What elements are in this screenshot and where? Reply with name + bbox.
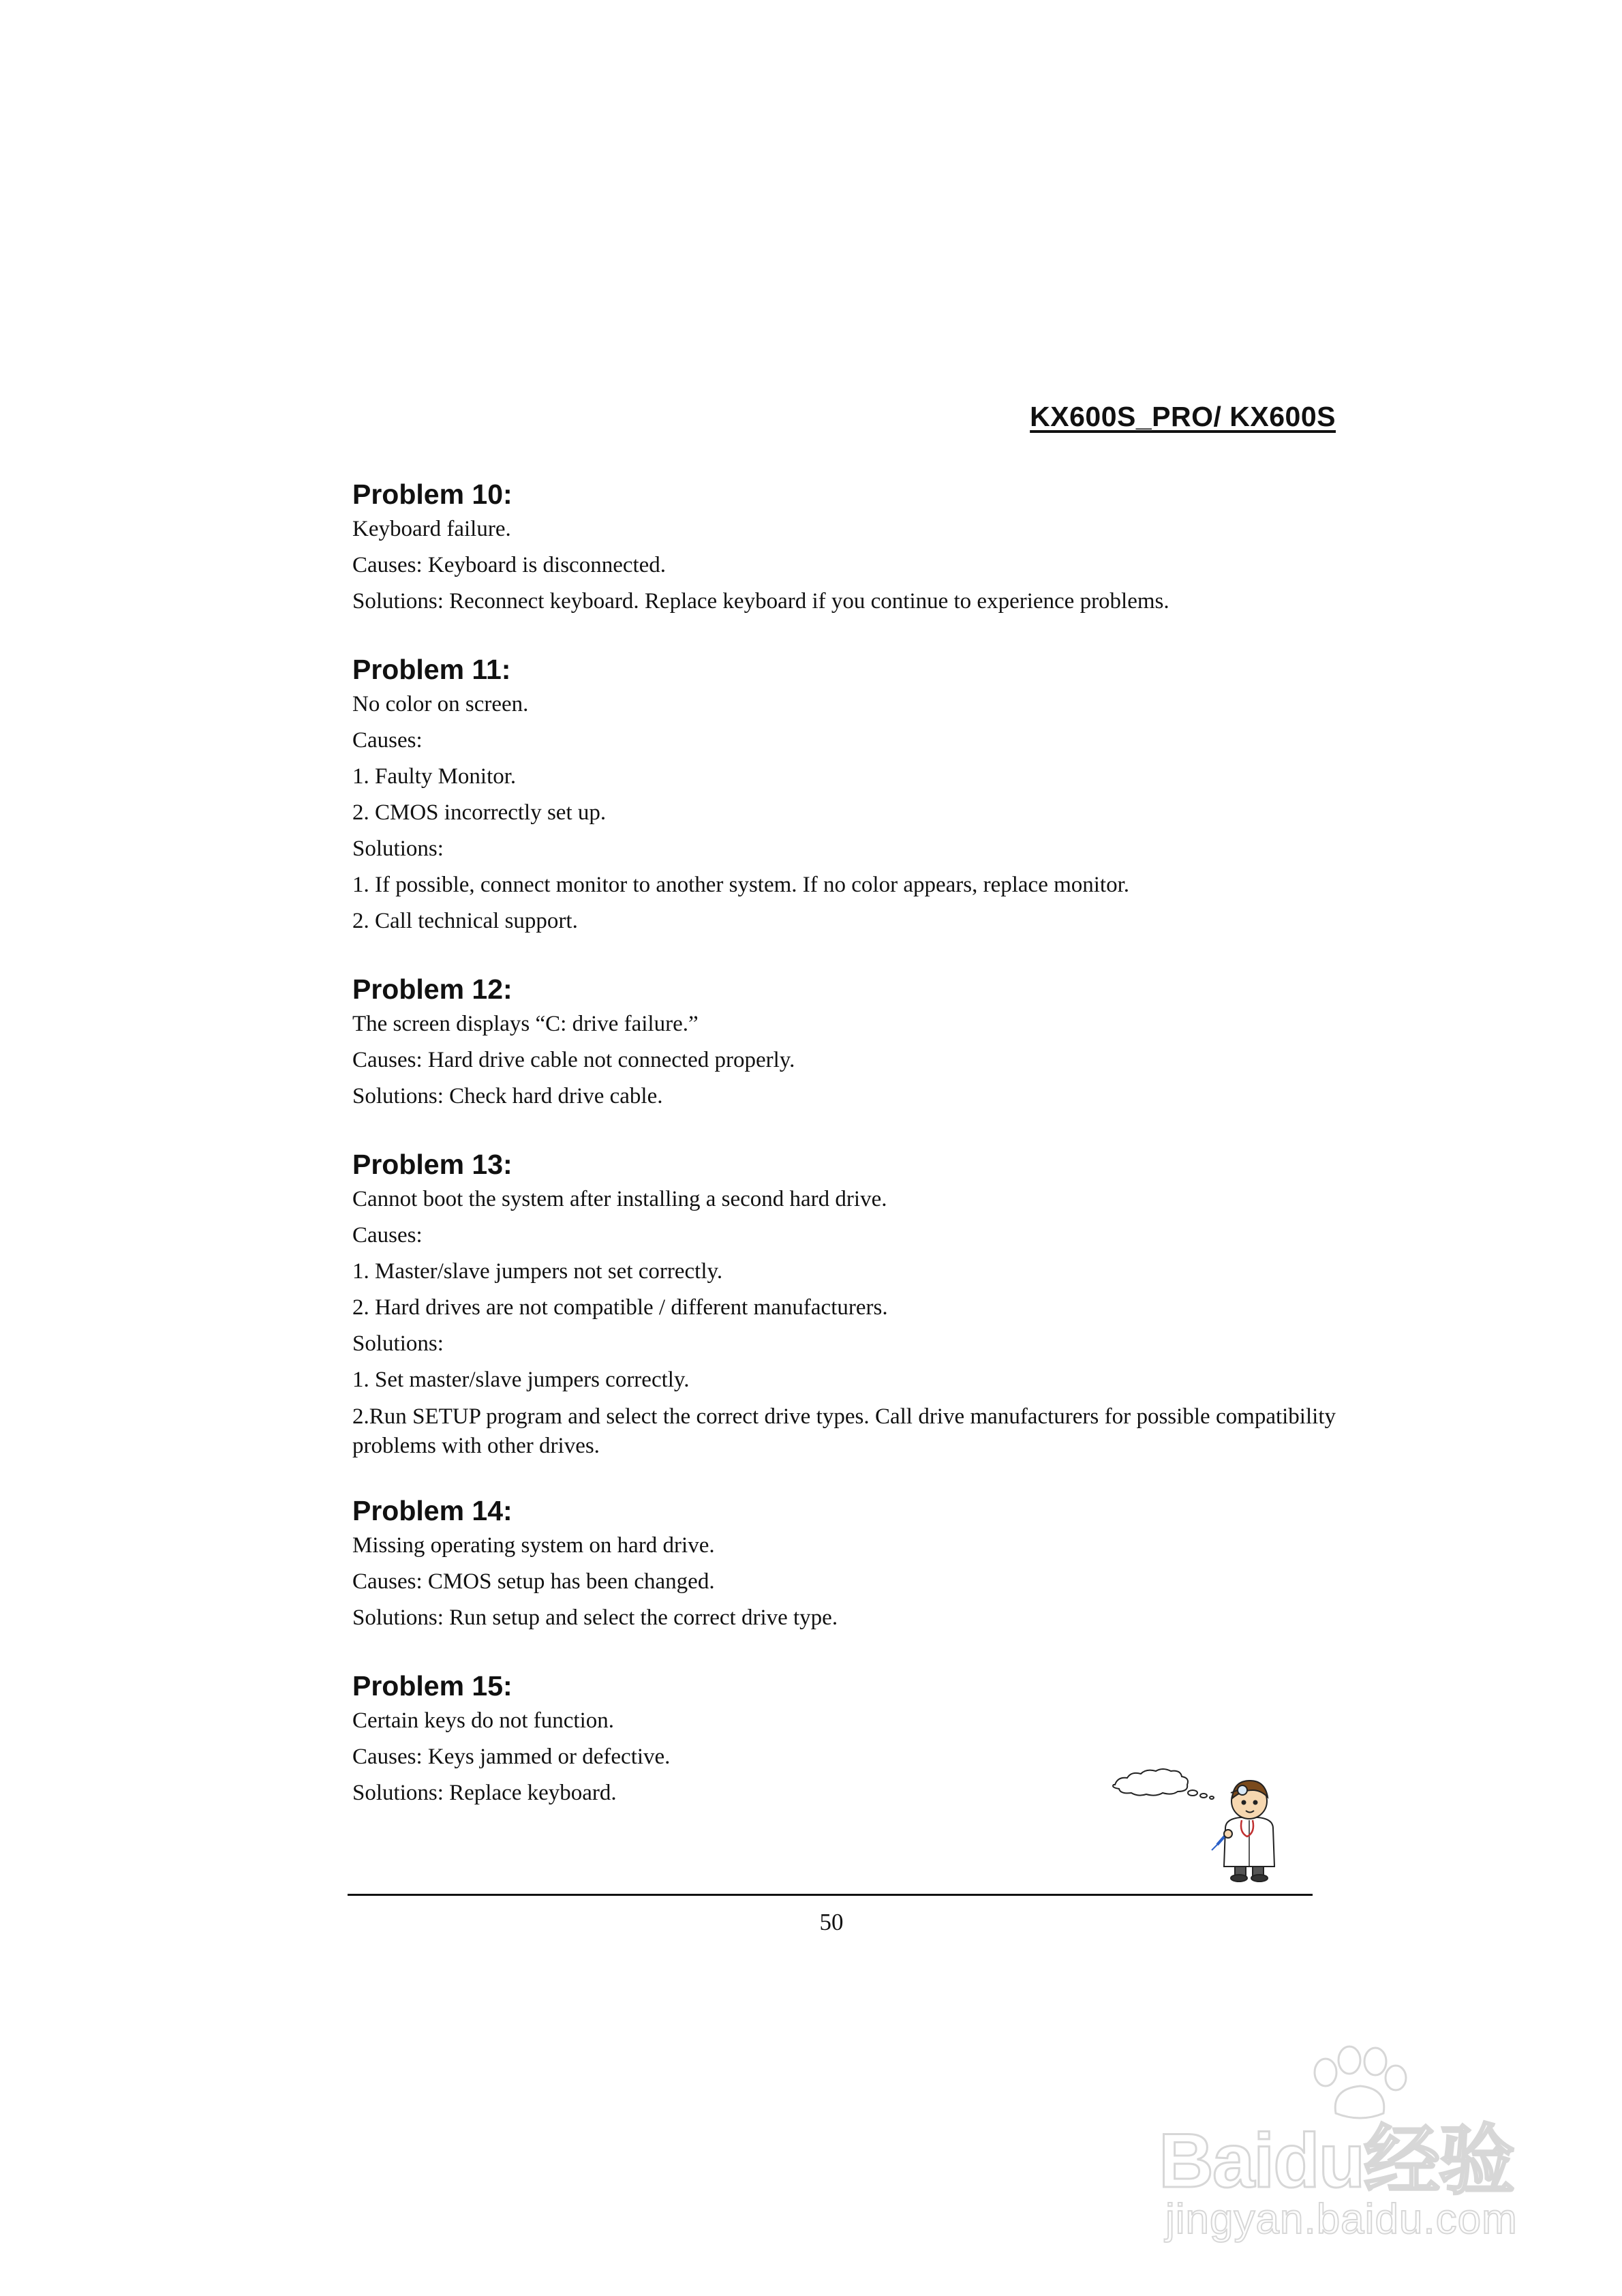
watermark-brand: Baidu经验: [1159, 2118, 1514, 2203]
problem-line: 2. CMOS incorrectly set up.: [352, 800, 607, 825]
thought-cloud-icon: [1113, 1769, 1214, 1799]
problem-line: No color on screen.: [352, 692, 529, 716]
problem-section: [352, 652, 1336, 939]
problem-line: Causes: Keys jammed or defective.: [352, 1744, 671, 1769]
problem-section: [352, 1147, 1336, 1461]
problem-line: 1. If possible, connect monitor to another system. If no color appears, replace monitor.: [352, 873, 1130, 897]
model-header: KX600S_PRO/ KX600S: [1030, 401, 1336, 432]
problem-line: Causes: Hard drive cable not connected properly.: [352, 1048, 795, 1072]
problem-line: Causes: Keyboard is disconnected.: [352, 553, 667, 577]
problem-line: The screen displays “C: drive failure.”: [352, 1012, 699, 1036]
problem-line: 1. Master/slave jumpers not set correctly.: [352, 1259, 723, 1284]
problem-line: Solutions:: [352, 1331, 444, 1356]
watermark-url: jingyan.baidu.com: [1165, 2196, 1518, 2243]
problem-title: Problem 12:: [352, 973, 512, 1005]
problem-line: Solutions: Reconnect keyboard. Replace keyboard if you continue to experience problems.: [352, 589, 1169, 614]
doctor-illustration: [1111, 1766, 1315, 1885]
problem-section: [352, 972, 1336, 1115]
problem-line: Solutions: Check hard drive cable.: [352, 1084, 663, 1108]
problem-line: Solutions:: [352, 836, 444, 861]
problem-line: 1. Set master/slave jumpers correctly.: [352, 1368, 690, 1392]
problem-section: [352, 1494, 1336, 1636]
problem-section: [352, 477, 1336, 620]
problem-title: Problem 11:: [352, 654, 511, 685]
problem-line: Keyboard failure.: [352, 517, 511, 541]
problem-line: Causes:: [352, 1223, 423, 1248]
watermark: [1159, 2059, 1540, 2263]
problem-line: Causes:: [352, 728, 423, 753]
problem-line: Cannot boot the system after installing a second hard drive.: [352, 1187, 887, 1211]
problem-title: Problem 13:: [352, 1149, 512, 1180]
problem-line: 2. Hard drives are not compatible / different manufacturers.: [352, 1295, 888, 1320]
problem-line: Solutions: Replace keyboard.: [352, 1781, 617, 1805]
problem-line: 2. Call technical support.: [352, 909, 578, 933]
troubleshooting-list: [352, 477, 1336, 1844]
problem-line: Solutions: Run setup and select the correct drive type.: [352, 1605, 838, 1630]
problem-line: 2.Run SETUP program and select the correct drive types. Call drive manufacturers for possible compatibility problems with other drives.: [352, 1404, 1336, 1458]
problem-line: 1. Faulty Monitor.: [352, 764, 517, 789]
problem-title: Problem 14:: [352, 1495, 512, 1526]
problem-title: Problem 15:: [352, 1670, 512, 1702]
doctor-icon: [1212, 1781, 1274, 1882]
problem-line: Causes: CMOS setup has been changed.: [352, 1569, 715, 1594]
problem-line: Certain keys do not function.: [352, 1708, 615, 1733]
problem-title: Problem 10:: [352, 479, 512, 510]
page-number: 50: [819, 1909, 844, 1935]
problem-line: Missing operating system on hard drive.: [352, 1533, 715, 1558]
footer-divider: [348, 1894, 1313, 1896]
